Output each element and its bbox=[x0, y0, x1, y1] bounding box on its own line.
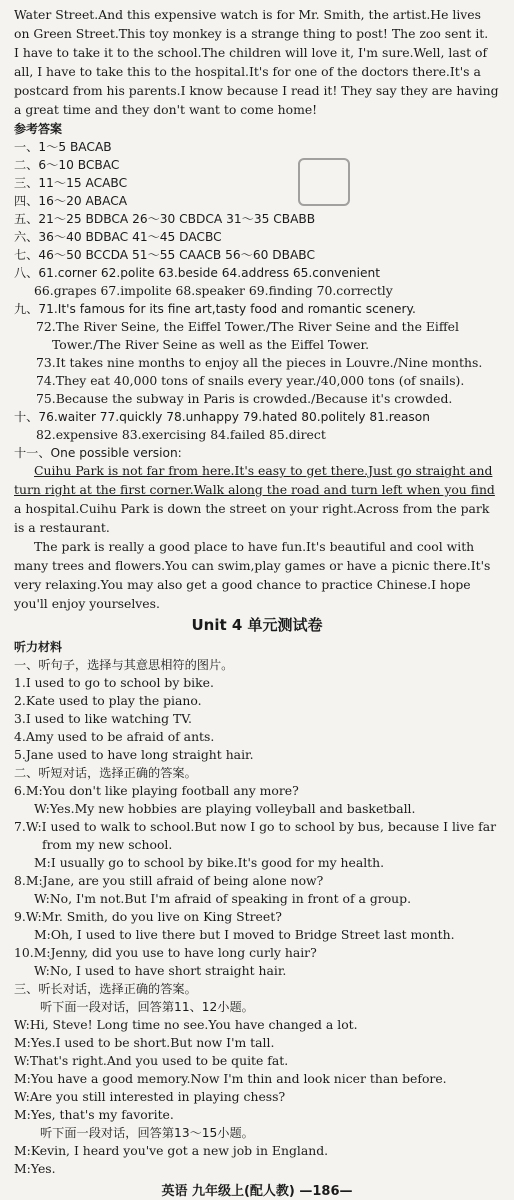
listening-line: 2.Kate used to play the piano. bbox=[14, 693, 202, 708]
listening-line: M:Yes. bbox=[14, 1161, 56, 1176]
answer-line: 74.They eat 40,000 tons of snails every year./40,000 tons (of snails). bbox=[36, 373, 465, 388]
answer-line: 五、21～25 BDBCA 26～30 CBDCA 31～35 CBABB bbox=[14, 212, 316, 226]
listening-line: 3.I used to like watching TV. bbox=[14, 711, 192, 726]
listening-line: 二、听短对话，选择正确的答案。 bbox=[14, 766, 197, 780]
listening-line: 10.M:Jenny, did you use to have long curly hair? bbox=[14, 945, 317, 960]
listening-heading: 听力材料 bbox=[14, 640, 63, 654]
listening-line: W:That's right.And you used to be quite fat. bbox=[14, 1053, 289, 1068]
answer-line: 六、36～40 BDBAC 41～45 DACBC bbox=[14, 230, 222, 244]
answer-line: 66.grapes 67.impolite 68.speaker 69.finding 70.correctly bbox=[34, 283, 393, 298]
answers-heading: 参考答案 bbox=[14, 122, 63, 136]
listening-line: W:Are you still interested in playing chess? bbox=[14, 1089, 286, 1104]
listening-line: W:No, I'm not.But I'm afraid of speaking in front of a group. bbox=[34, 891, 412, 906]
listening-line: M:Yes.I used to be short.But now I'm tall. bbox=[14, 1035, 275, 1050]
listening-line: 8.M:Jane, are you still afraid of being alone now? bbox=[14, 873, 324, 888]
listening-line: M:Kevin, I heard you've got a new job in England. bbox=[14, 1143, 329, 1158]
listening-line: 1.I used to go to school by bike. bbox=[14, 675, 214, 690]
answer-line: 十一、One possible version: bbox=[14, 446, 182, 460]
listening-line: 5.Jane used to have long straight hair. bbox=[14, 747, 254, 762]
essay-line: turn right at the first corner.Walk along the road and turn left when you find bbox=[14, 482, 495, 497]
answer-line: 九、71.It's famous for its fine art,tasty food and romantic scenery. bbox=[14, 302, 416, 316]
unit-title: Unit 4 单元测试卷 bbox=[191, 616, 323, 634]
listening-line: 7.W:I used to walk to school.But now I go to school by bus, because I live far bbox=[14, 819, 497, 834]
answer-line: 十、76.waiter 77.quickly 78.unhappy 79.hated 80.politely 81.reason bbox=[14, 410, 430, 424]
text-line: all, I have to take this to the hospital.It's for one of the doctors there.It's a bbox=[14, 64, 481, 79]
essay-line: you'll enjoy yourselves. bbox=[14, 596, 160, 611]
answer-line: 七、46～50 BCCDA 51～55 CAACB 56～60 DBABC bbox=[14, 248, 315, 262]
answer-line: 四、16～20 ABACA bbox=[14, 194, 128, 208]
text-line: a great time and they don't want to come home! bbox=[14, 102, 318, 117]
watermark-stamp bbox=[298, 158, 350, 206]
listening-line: W:No, I used to have short straight hair. bbox=[34, 963, 287, 978]
listening-line: M:I usually go to school by bike.It's good for my health. bbox=[34, 855, 385, 870]
listening-line: M:You have a good memory.Now I'm thin and look nicer than before. bbox=[14, 1071, 447, 1086]
answer-line: 82.expensive 83.exercising 84.failed 85.direct bbox=[36, 427, 326, 442]
answer-line: 三、11～15 ACABC bbox=[14, 176, 128, 190]
text-line: on Green Street.This toy monkey is a strange thing to post! The zoo sent it. bbox=[14, 26, 489, 41]
essay-line: Cuihu Park is not far from here.It's easy to get there.Just go straight and bbox=[34, 463, 493, 478]
answer-line: 75.Because the subway in Paris is crowded./Because it's crowded. bbox=[36, 391, 453, 406]
listening-line: 6.M:You don't like playing football any more? bbox=[14, 783, 299, 798]
listening-line: M:Oh, I used to live there but I moved to Bridge Street last month. bbox=[34, 927, 455, 942]
text-line: Water Street.And this expensive watch is for Mr. Smith, the artist.He lives bbox=[14, 7, 481, 22]
page-footer: 英语 九年级上(配人教) —186— bbox=[161, 1184, 353, 1199]
listening-line: W:Hi, Steve! Long time no see.You have changed a lot. bbox=[14, 1017, 358, 1032]
answer-line: 二、6～10 BCBAC bbox=[14, 158, 120, 172]
answer-line: 73.It takes nine months to enjoy all the pieces in Louvre./Nine months. bbox=[36, 355, 483, 370]
text-line: I have to take it to the school.The children will love it, I'm sure.Well, last of bbox=[14, 45, 488, 60]
essay-line: very relaxing.You may also get a good chance to practice Chinese.I hope bbox=[14, 577, 471, 592]
essay-line: a hospital.Cuihu Park is down the street on your right.Across from the park bbox=[14, 501, 490, 516]
answer-line: 八、61.corner 62.polite 63.beside 64.address 65.convenient bbox=[14, 266, 380, 280]
essay-line: The park is really a good place to have fun.It's beautiful and cool with bbox=[34, 539, 475, 554]
listening-line: 三、听长对话，选择正确的答案。 bbox=[14, 982, 197, 996]
answer-line: 72.The River Seine, the Eiffel Tower./The River Seine and the Eiffel bbox=[36, 319, 459, 334]
essay-line: is a restaurant. bbox=[14, 520, 110, 535]
answer-line: 一、1～5 BACAB bbox=[14, 140, 112, 154]
listening-line: 听下面一段对话，回答第13～15小题。 bbox=[40, 1126, 254, 1140]
listening-line: 4.Amy used to be afraid of ants. bbox=[14, 729, 215, 744]
essay-line: many trees and flowers.You can swim,play games or have a picnic there.It's bbox=[14, 558, 491, 573]
listening-line: 一、听句子，选择与其意思相符的图片。 bbox=[14, 658, 234, 672]
answer-line: Tower./The River Seine as well as the Eiffel Tower. bbox=[52, 337, 370, 352]
text-line: postcard from his parents.I know because I read it! They say they are having bbox=[14, 83, 499, 98]
listening-line: 9.W:Mr. Smith, do you live on King Street? bbox=[14, 909, 282, 924]
listening-line: 听下面一段对话，回答第11、12小题。 bbox=[40, 1000, 254, 1014]
listening-line: M:Yes, that's my favorite. bbox=[14, 1107, 174, 1122]
listening-line: W:Yes.My new hobbies are playing volleyball and basketball. bbox=[34, 801, 416, 816]
listening-line: from my new school. bbox=[42, 837, 173, 852]
